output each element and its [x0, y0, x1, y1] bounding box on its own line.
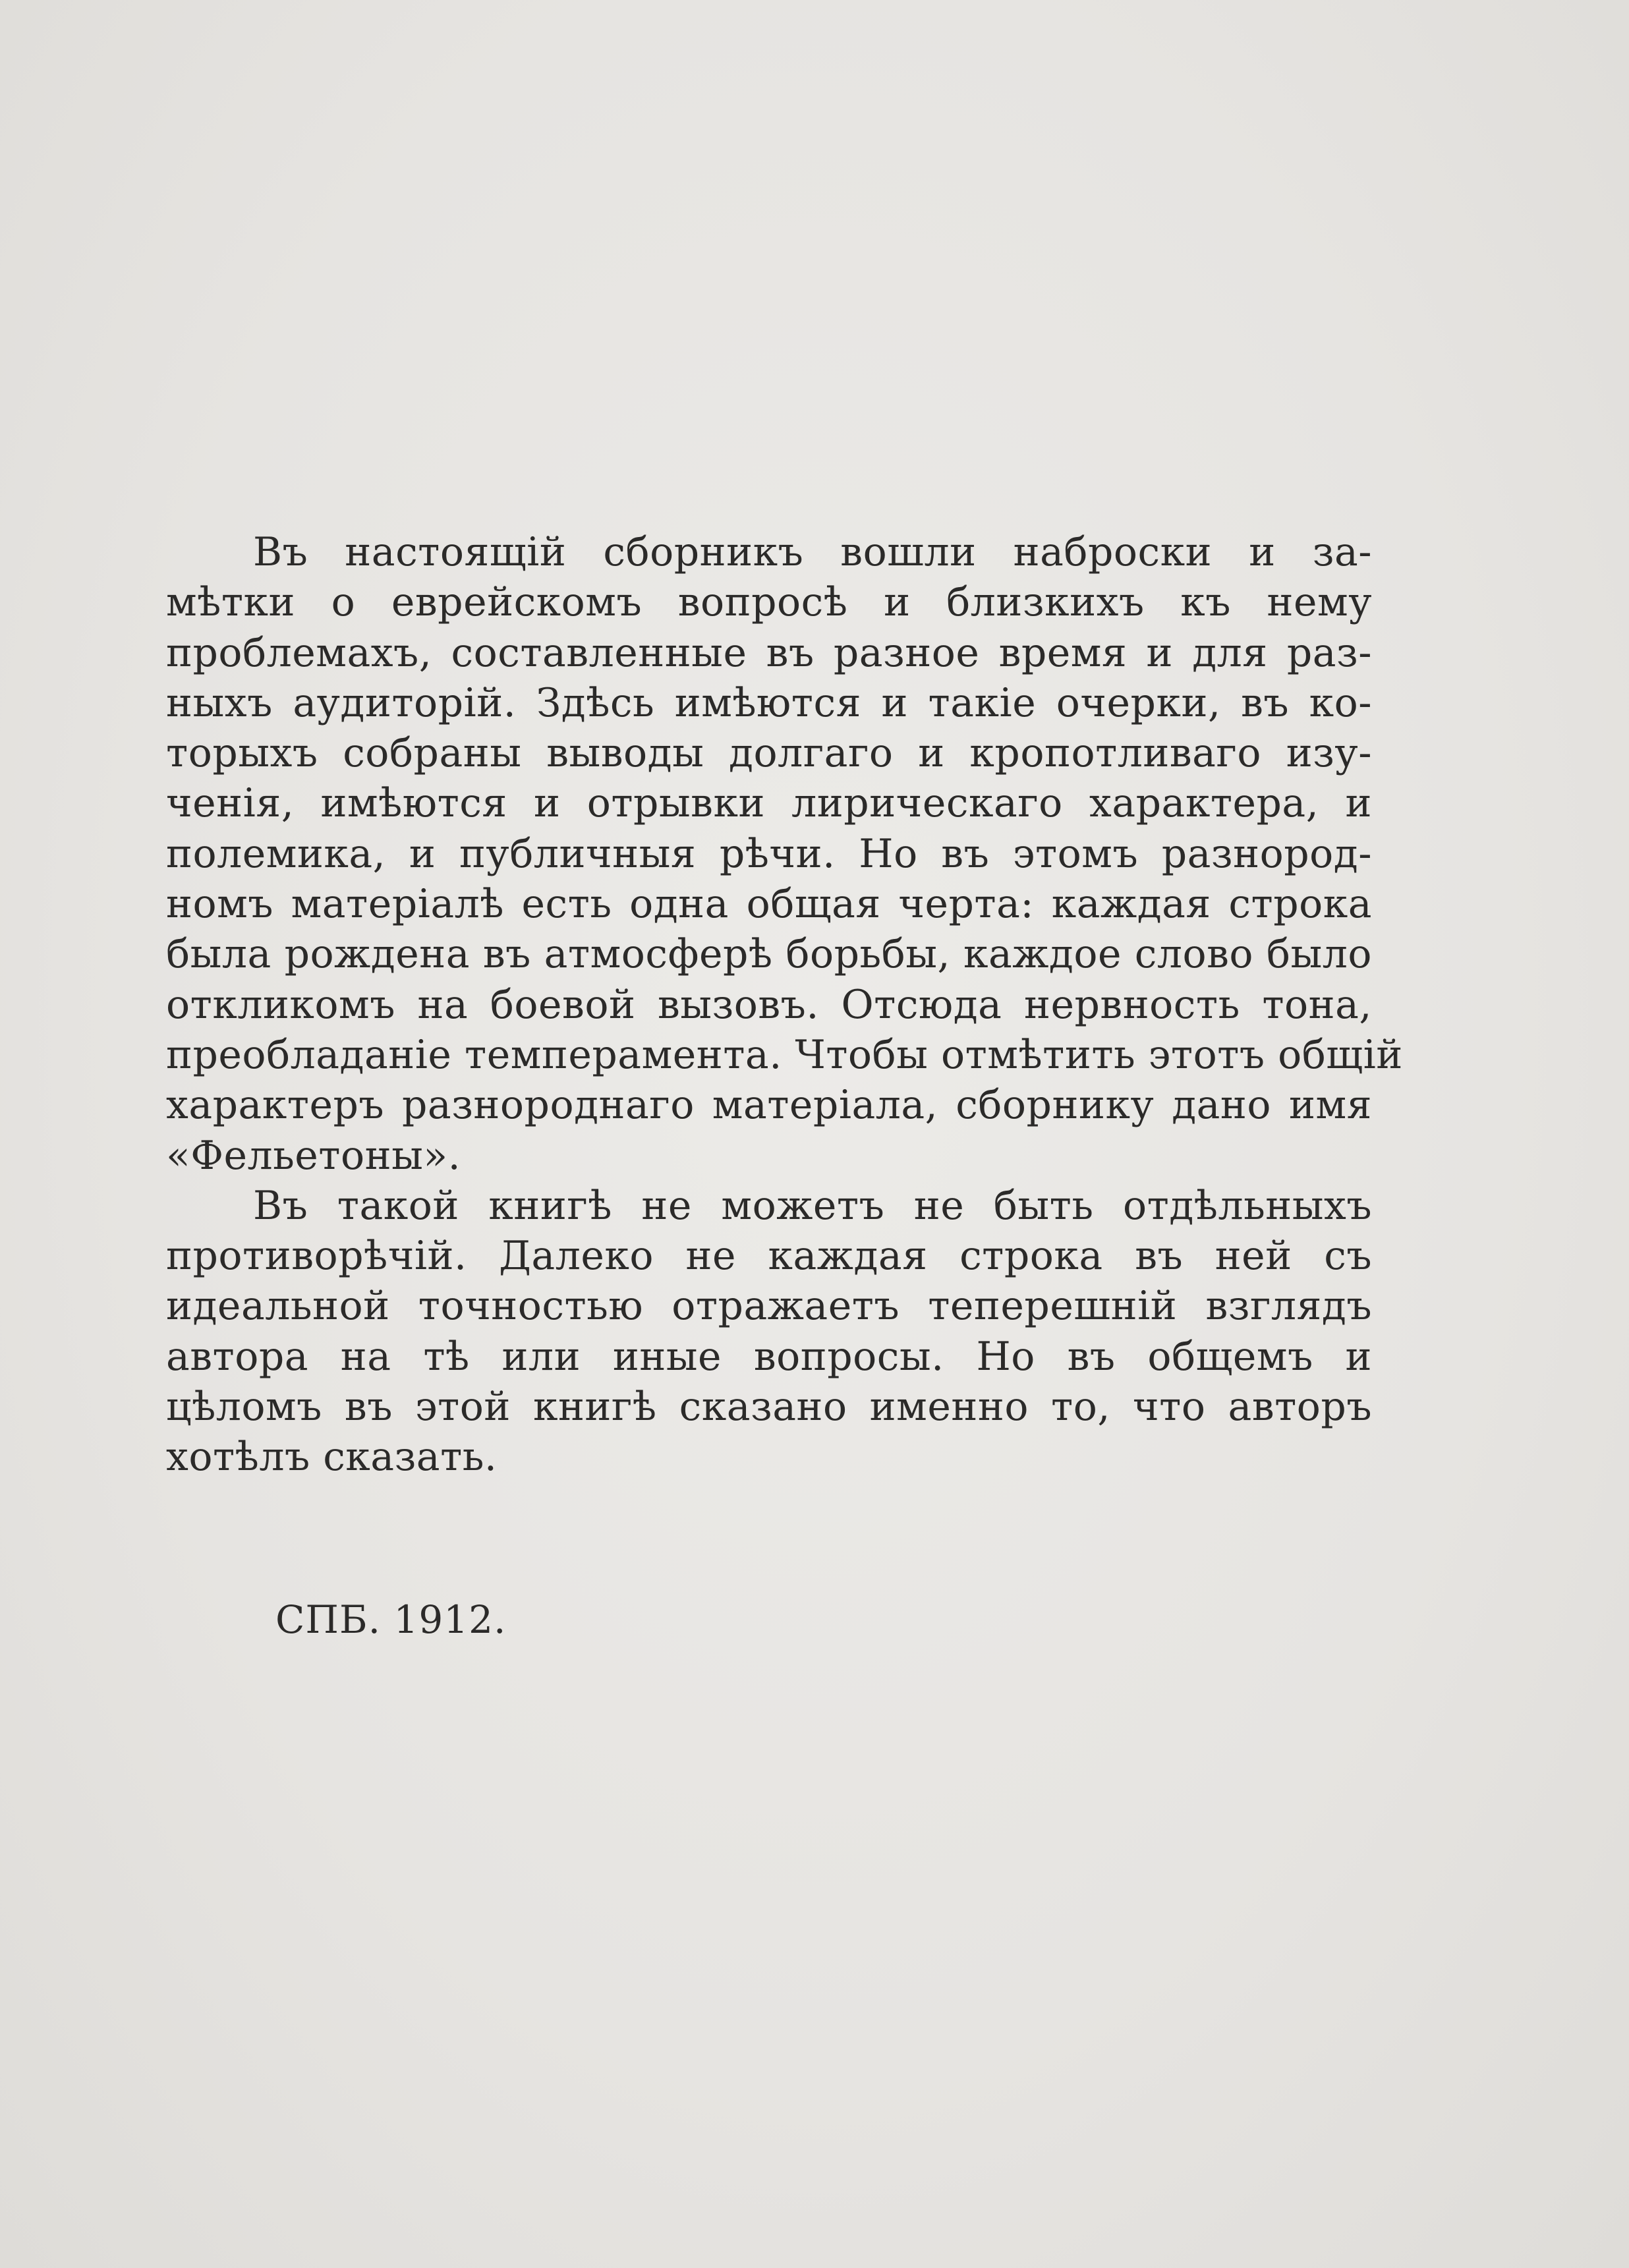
text-line: противорѣчій. Далеко не каждая строка въ ней съ: [166, 1233, 1372, 1280]
text-line: была рождена въ атмосферѣ борьбы, каждое слово было: [166, 931, 1372, 978]
text-line: автора на тѣ или иные вопросы. Но въ общемъ и: [166, 1333, 1372, 1380]
text-line: полемика, и публичныя рѣчи. Но въ этомъ разнород-: [166, 830, 1372, 877]
text-line: цѣломъ въ этой книгѣ сказано именно то, что авторъ: [166, 1384, 1372, 1431]
text-line: номъ матеріалѣ есть одна общая черта: каждая строка: [166, 881, 1372, 928]
text-line: Въ настоящій сборникъ вошли наброски и за-: [253, 529, 1372, 575]
text-line: характеръ разнороднаго матеріала, сборнику дано имя: [166, 1082, 1372, 1129]
paragraph-2: [166, 1181, 1372, 1483]
imprint-place-date: СПБ. 1912.: [275, 1597, 507, 1642]
text-line: откликомъ на боевой вызовъ. Отсюда нервность тона,: [166, 981, 1372, 1028]
preface-text: [166, 527, 1403, 1483]
text-line: мѣтки о еврейскомъ вопросѣ и близкихъ къ нему: [166, 579, 1372, 626]
text-line: ныхъ аудиторій. Здѣсь имѣются и такіе очерки, въ ко-: [166, 679, 1372, 726]
text-line: Въ такой книгѣ не можетъ не быть отдѣльныхъ: [253, 1182, 1372, 1229]
text-line: хотѣлъ сказать.: [166, 1434, 498, 1481]
text-line: проблемахъ, составленные въ разное время и для раз-: [166, 629, 1372, 676]
text-line: идеальной точностью отражаетъ теперешній взглядъ: [166, 1283, 1372, 1330]
paragraph-1: [166, 527, 1403, 1181]
text-line: преобладаніе темперамента. Чтобы отмѣтить этотъ общій: [166, 1031, 1403, 1078]
text-line: ченія, имѣются и отрывки лирическаго характера, и: [166, 780, 1372, 827]
text-line: торыхъ собраны выводы долгаго и кропотливаго изу-: [166, 730, 1372, 777]
text-line: «Фельетоны».: [166, 1132, 461, 1179]
